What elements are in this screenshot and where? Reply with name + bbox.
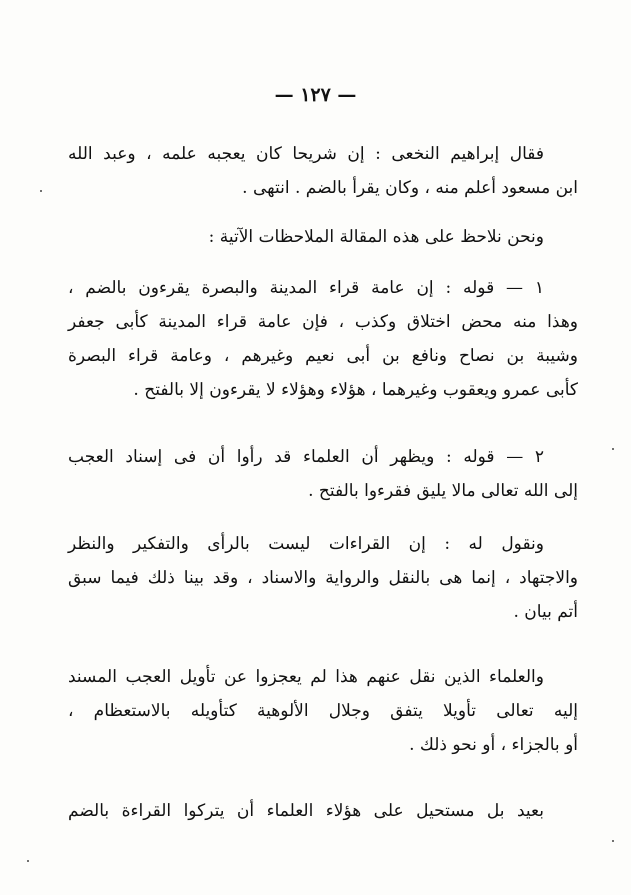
text-line: كأبى عمرو ويعقوب وغيرهما ، هؤلاء وهؤلاء لا يقرءون إلا بالفتح . <box>133 380 578 400</box>
text-line: ونقول له : إن القراءات ليست بالرأى والتفكير والنظر <box>68 534 544 554</box>
text-line: فقال إبراهيم النخعى : إن شريحا كان يعجبه علمه ، وعبد الله <box>68 144 544 164</box>
scan-speck <box>612 840 614 842</box>
text-line: والاجتهاد ، إنما هى بالنقل والرواية والاسناد ، وقد بينا ذلك فيما سبق <box>68 568 578 588</box>
scan-speck <box>27 860 29 862</box>
text-line: إليه تعالى تأويلا يتفق وجلال الألوهية كتأويله بالاستعظام ، <box>68 701 578 721</box>
text-line: ونحن نلاحظ على هذه المقالة الملاحظات الآتية : <box>208 227 544 247</box>
scan-speck <box>40 190 42 192</box>
scan-speck <box>612 448 614 450</box>
paragraph-3 <box>68 271 578 407</box>
paragraph-2 <box>68 220 578 254</box>
text-line: بعيد بل مستحيل على هؤلاء العلماء أن يتركوا القراءة بالضم <box>68 801 544 821</box>
text-line: وشيبة بن نصاح ونافع بن أبى نعيم وغيرهم ، وعامة قراء البصرة <box>68 346 578 366</box>
text-line: أتم بيان . <box>513 602 578 622</box>
text-line: ابن مسعود أعلم منه ، وكان يقرأ بالضم . انتهى . <box>242 178 578 198</box>
paragraph-7 <box>68 794 578 828</box>
text-line: وهذا منه محض اختلاق وكذب ، فإن عامة قراء المدينة كأبى جعفر <box>68 312 578 332</box>
text-line: ٢ — قوله : ويظهر أن العلماء قد رأوا أن فى إسناد العجب <box>68 447 544 467</box>
text-line: إلى الله تعالى مالا يليق فقرءوا بالفتح . <box>308 481 578 501</box>
text-line: ١ — قوله : إن عامة قراء المدينة والبصرة يقرءون بالضم ، <box>68 278 544 298</box>
paragraph-1 <box>68 137 578 205</box>
text-line: والعلماء الذين نقل عنهم هذا لم يعجزوا عن تأويل العجب المسند <box>68 667 544 687</box>
paragraph-5 <box>68 527 578 629</box>
paragraph-6 <box>68 660 578 762</box>
page-number: — ١٢٧ — <box>274 84 357 106</box>
text-line: أو بالجزاء ، أو نحو ذلك . <box>409 735 578 755</box>
paragraph-4 <box>68 440 578 508</box>
